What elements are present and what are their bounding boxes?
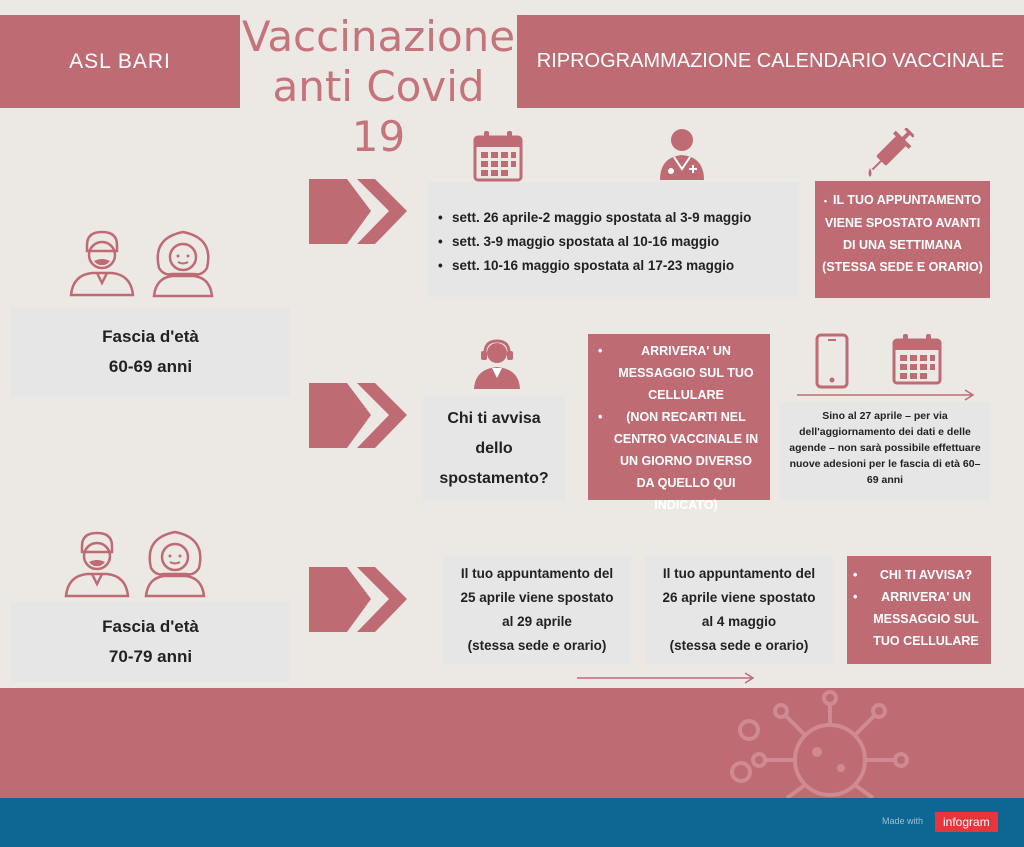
age-group-60-69-label: [11, 307, 290, 397]
elderly-woman-icon: [150, 228, 216, 298]
calendar-icon: [473, 130, 523, 182]
question-line: Chi ti avvisa: [447, 409, 541, 427]
list-item: • sett. 26 aprile-2 maggio spostata al 3-9 maggio: [438, 206, 788, 230]
list-item: • ARRIVERA' UN MESSAGGIO SUL TUO CELLULARE: [598, 340, 760, 406]
list-item: • ARRIVERA' UN MESSAGGIO SUL TUO CELLULARE: [853, 586, 985, 652]
appt-line: Il tuo appuntamento del: [460, 566, 614, 581]
age-group-70-79-label: [11, 602, 290, 682]
made-with-label: Made with: [882, 816, 924, 826]
age-group-title: Fascia d'età: [102, 327, 199, 346]
calendar-icon: [892, 333, 942, 385]
elderly-man-icon: [63, 530, 131, 598]
header-left-banner: [0, 15, 240, 108]
list-item: • sett. 10-16 maggio spostata al 17-23 maggio: [438, 254, 788, 278]
appt-line: 25 aprile viene spostato: [460, 590, 614, 605]
age-group-title: Fascia d'età: [102, 617, 199, 636]
footer-bar: [0, 798, 1024, 847]
infogram-badge[interactable]: infogram: [935, 812, 998, 832]
appointment-shift-info: • IL TUO APPUNTAMENTO VIENE SPOSTATO AVANTI DI UNA SETTIMANA (STESSA SEDE E ORARIO): [815, 181, 990, 298]
notification-reminder: [847, 556, 991, 664]
sms-notification-info: [588, 334, 770, 512]
header-org-label: ASL BARI: [69, 49, 171, 73]
appointment-26-april-info: [645, 556, 833, 664]
note-text: Sino al 27 aprile – per via dell'aggiornamento dei dati e delle agende – non sarà possibile effettuare nuove adesioni per le fascia di età 60–69 anni: [789, 410, 981, 486]
list-item: • sett. 3-9 maggio spostata al 10-16 maggio: [438, 230, 788, 254]
syringe-icon: [862, 128, 914, 180]
page-title-line2: anti Covid 19: [272, 62, 485, 161]
chevron-right-icon: [309, 383, 414, 448]
smartphone-icon: [815, 333, 849, 389]
arrow-right-icon: [797, 389, 977, 401]
virus-icon: [715, 690, 945, 798]
list-item: • CHI TI AVVISA?: [853, 564, 985, 586]
question-line: dello: [475, 439, 513, 457]
registration-suspension-note: [780, 402, 990, 500]
question-line: spostamento?: [439, 469, 549, 487]
elderly-man-icon: [68, 229, 136, 297]
chevron-right-icon: [309, 567, 414, 632]
appt-line: 26 aprile viene spostato: [662, 590, 816, 605]
elderly-woman-icon: [142, 528, 208, 598]
arrow-right-icon: [577, 672, 757, 684]
age-group-range: 60-69 anni: [108, 357, 193, 376]
who-notifies-question: [423, 396, 565, 501]
appt-line: Il tuo appuntamento del: [662, 566, 816, 581]
weeks-shift-list: [428, 182, 798, 297]
age-group-range: 70-79 anni: [108, 647, 193, 666]
header-subtitle: RIPROGRAMMAZIONE CALENDARIO VACCINALE: [536, 50, 1005, 72]
appt-line: al 4 maggio: [701, 614, 777, 629]
appt-line: (stessa sede e orario): [467, 638, 607, 653]
appt-line: al 29 aprile: [502, 614, 572, 629]
appointment-25-april-info: [443, 556, 631, 664]
header-right-banner: [517, 15, 1024, 108]
chevron-right-icon: [309, 179, 414, 244]
page-title-line1: Vaccinazione: [241, 12, 516, 61]
headset-operator-icon: [473, 338, 521, 390]
appt-line: (stessa sede e orario): [669, 638, 809, 653]
doctor-icon: [657, 127, 707, 182]
appointment-shift-text: IL TUO APPUNTAMENTO VIENE SPOSTATO AVANTI DI UNA SETTIMANA (STESSA SEDE E ORARIO): [822, 193, 983, 274]
list-item: • (NON RECARTI NEL CENTRO VACCINALE IN UN GIORNO DIVERSO DA QUELLO QUI INDICATO): [598, 406, 760, 516]
